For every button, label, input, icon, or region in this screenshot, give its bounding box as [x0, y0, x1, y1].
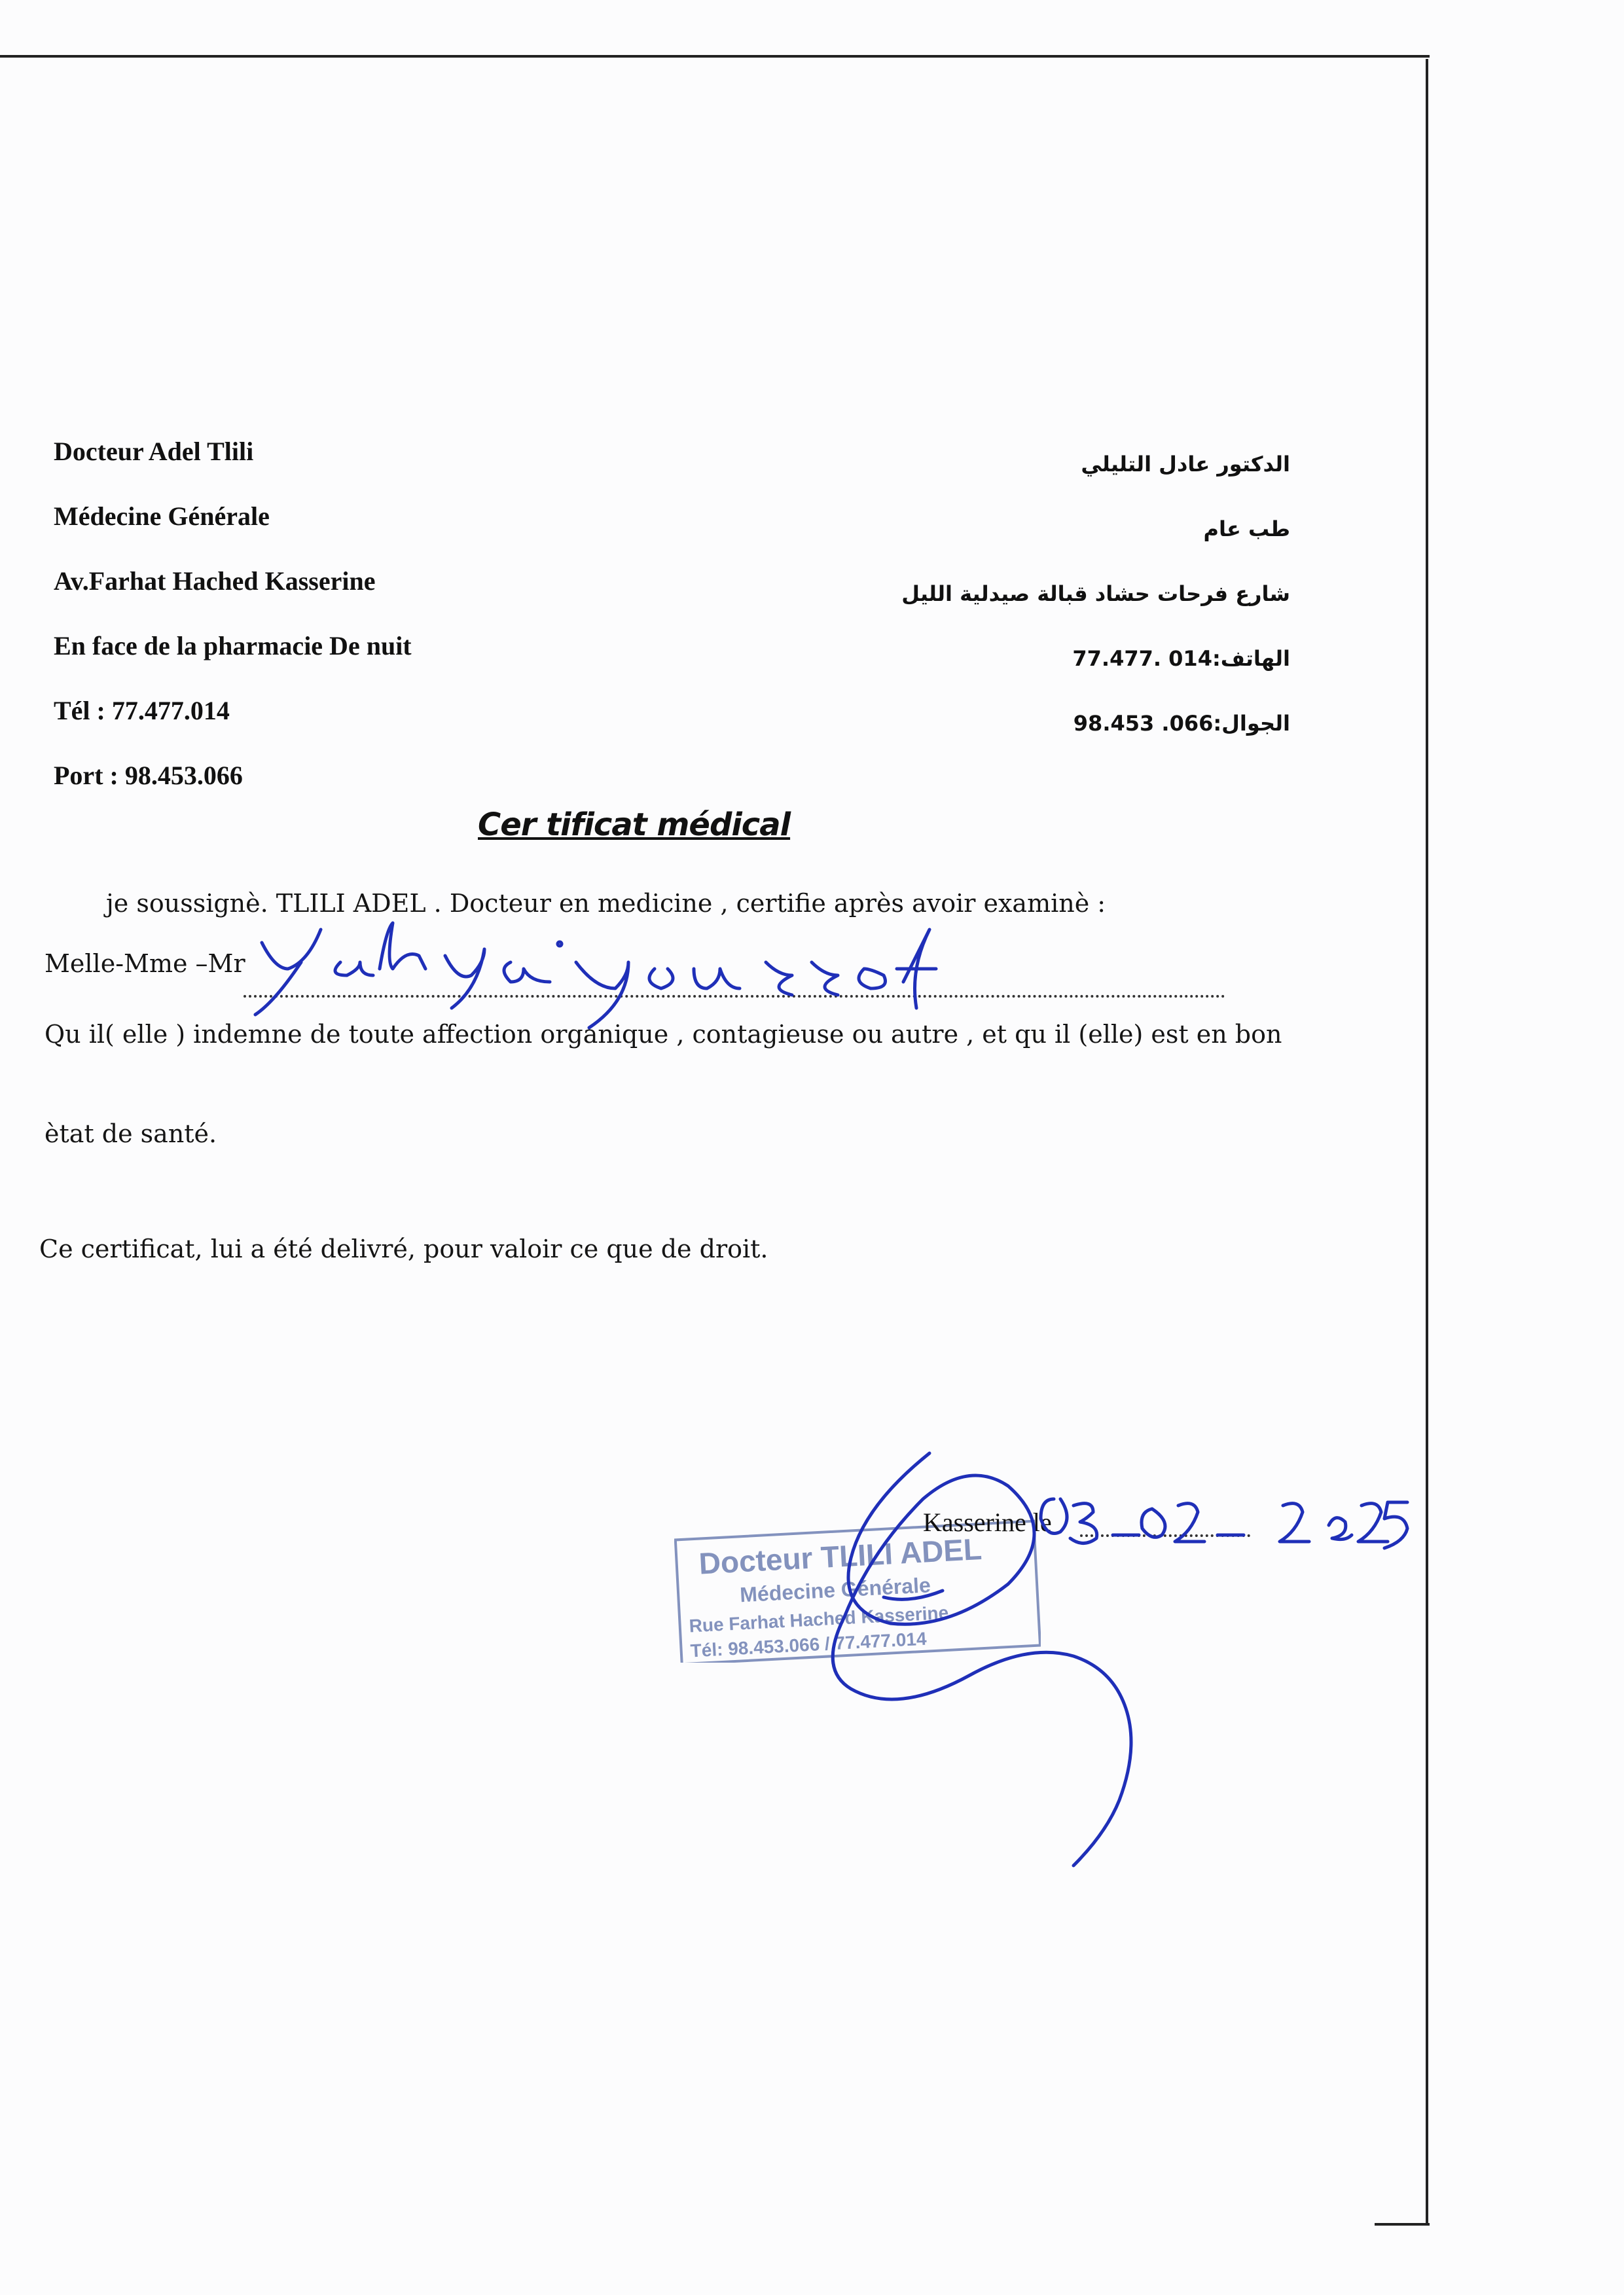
- doctor-mobile-ar: الجوال:066. 98.453: [1073, 711, 1290, 736]
- doctor-header-ar: [901, 432, 1290, 756]
- patient-label: Melle-Mme –Mr: [45, 949, 245, 978]
- doctor-address-ar: شارع فرحات حشاد قبالة صيدلية الليل: [901, 581, 1290, 606]
- certificate-statement: Qu il( elle ) indemne de toute affection organique , contagieuse ou autre , et qu il (elle) est en bon: [45, 1020, 1282, 1049]
- doctor-specialty-fr: Médecine Générale: [54, 501, 270, 531]
- page-border-bottom: [1375, 2223, 1430, 2226]
- doctor-header-fr: [54, 419, 412, 808]
- page-border-top: [0, 55, 1430, 58]
- doctor-address-fr: Av.Farhat Hached Kasserine: [54, 566, 376, 596]
- stamp-line-4: Tél: 98.453.066 / 77.477.014: [689, 1628, 928, 1661]
- patient-name-line: [244, 995, 1225, 998]
- doctor-tel-fr: Tél : 77.477.014: [54, 696, 230, 725]
- doctor-specialty-ar: طب عام: [1203, 516, 1290, 541]
- stamp-line-1: Docteur TLILI ADEL: [698, 1532, 983, 1581]
- doctor-landmark-fr: En face de la pharmacie De nuit: [54, 631, 412, 660]
- certificate-title: Cer tificat médical: [478, 806, 791, 843]
- doctor-port-fr: Port : 98.453.066: [54, 761, 243, 790]
- handwritten-patient-name: [255, 923, 936, 1028]
- doctor-name-ar: الدكتور عادل التليلي: [1081, 452, 1290, 477]
- certificate-health-status: ètat de santé.: [45, 1119, 217, 1148]
- handwritten-date: [1041, 1499, 1407, 1548]
- certificate-closing: Ce certificat, lui a été delivré, pour valoir ce que de droit.: [39, 1235, 768, 1263]
- page-border-right: [1426, 59, 1428, 2226]
- certificate-intro: je soussignè. TLILI ADEL . Docteur en medicine , certifie après avoir examinè :: [106, 889, 1106, 918]
- stamp-line-3: Rue Farhat Hached Kasserine: [688, 1602, 949, 1636]
- date-dotted-line: [1080, 1534, 1250, 1537]
- place-date-label: Kasserine le: [923, 1508, 1052, 1537]
- doctor-tel-ar: الهاتف:014 .77.477: [1072, 646, 1290, 671]
- stamp-line-2: Médecine Générale: [739, 1573, 931, 1607]
- doctor-name-fr: Docteur Adel Tlili: [54, 437, 254, 466]
